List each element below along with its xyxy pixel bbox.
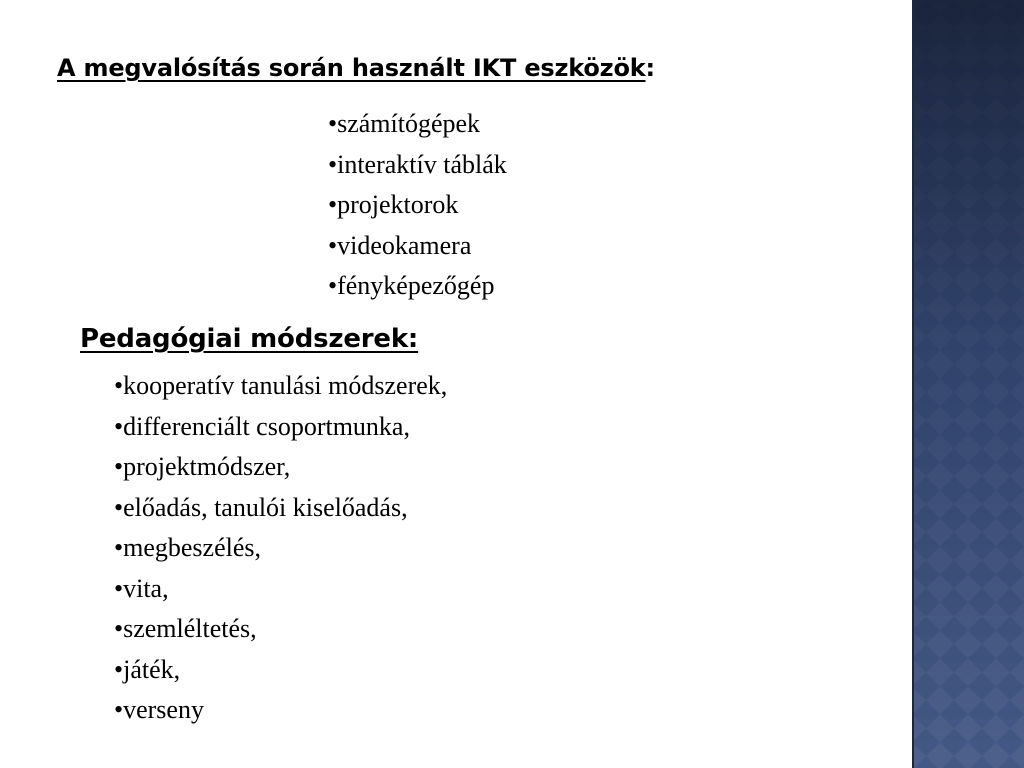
list-item: •játék, — [114, 654, 181, 684]
pedagogical-methods-heading — [80, 324, 418, 354]
list-item: •fényképezőgép — [328, 271, 495, 300]
list-item: •előadás, tanulói kiselőadás, — [114, 492, 408, 522]
list-item: •megbeszélés, — [114, 533, 261, 562]
list-item: •verseny — [114, 695, 204, 724]
ict-tools-heading-colon: : — [645, 54, 655, 82]
list-item: •projektmódszer, — [114, 452, 291, 481]
list-item: •szemléltetés, — [114, 614, 257, 643]
decorative-side-panel — [912, 0, 1024, 768]
ict-tools-heading-text: A megvalósítás során használt IKT eszközök — [57, 54, 646, 82]
pedagogical-methods-list — [114, 366, 447, 731]
list-item: •differenciált csoportmunka, — [114, 411, 410, 441]
list-item: •projektorok — [328, 190, 459, 219]
list-item: •kooperatív tanulási módszerek, — [114, 371, 448, 400]
list-item: •vita, — [114, 573, 169, 603]
list-item: •számítógépek — [328, 109, 481, 138]
list-item: •videokamera — [328, 230, 472, 260]
ict-tools-heading — [57, 54, 655, 82]
ict-tools-list — [328, 104, 507, 307]
list-item: •interaktív táblák — [328, 149, 507, 179]
pedagogical-methods-heading-text: Pedagógiai módszerek: — [80, 324, 419, 354]
side-panel-edge — [912, 0, 914, 768]
